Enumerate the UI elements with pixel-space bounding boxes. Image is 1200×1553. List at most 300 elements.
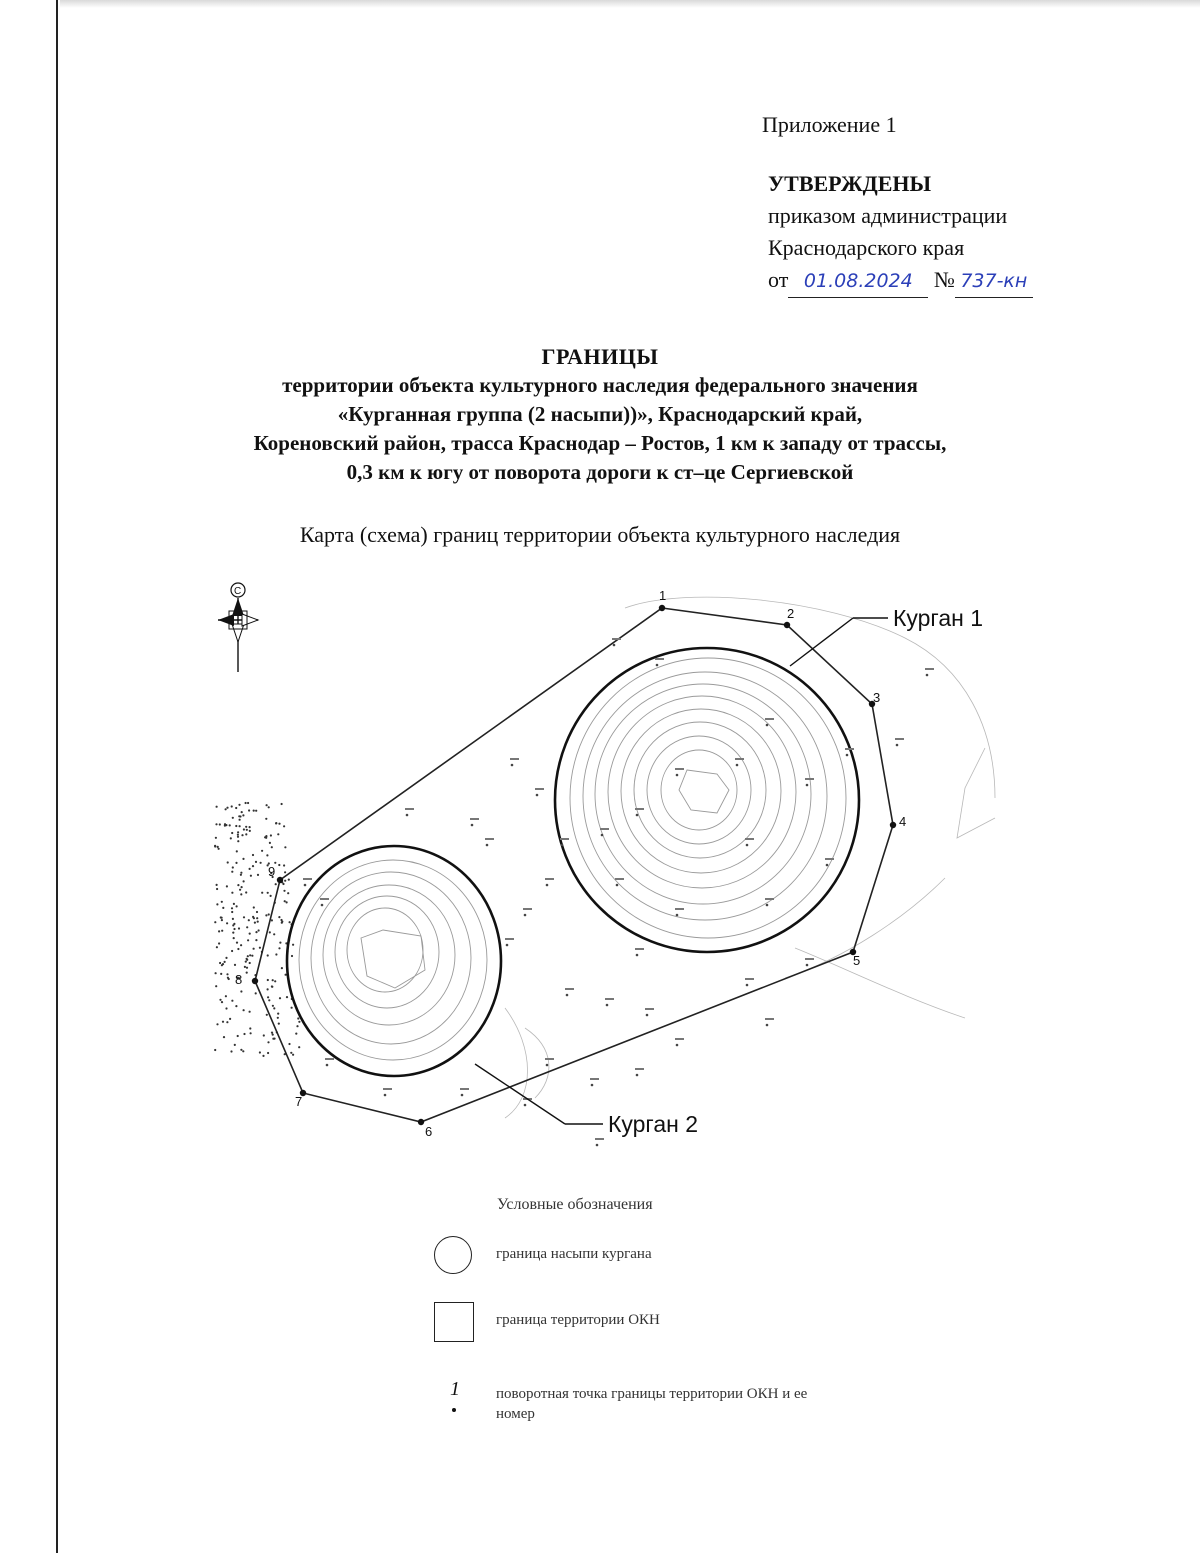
survey-mark-dot bbox=[591, 1084, 594, 1087]
terrain-dot bbox=[221, 1001, 223, 1003]
terrain-dot bbox=[249, 1011, 251, 1013]
terrain-dot bbox=[277, 833, 279, 835]
terrain-dot bbox=[292, 944, 294, 946]
kurgan-1-contours bbox=[570, 658, 846, 938]
terrain-dot bbox=[235, 825, 237, 827]
survey-mark-dot bbox=[766, 724, 769, 727]
terrain-dot bbox=[222, 907, 224, 909]
terrain-dot bbox=[218, 942, 220, 944]
survey-mark bbox=[765, 718, 774, 720]
terrain-dot bbox=[275, 883, 277, 885]
terrain-dot bbox=[288, 879, 290, 881]
terrain-dot bbox=[257, 921, 259, 923]
survey-mark-dot bbox=[461, 1094, 464, 1097]
survey-mark bbox=[485, 838, 494, 840]
terrain-dot bbox=[221, 930, 223, 932]
terrain-dot bbox=[241, 834, 243, 836]
survey-mark bbox=[805, 958, 814, 960]
terrain-dot bbox=[247, 939, 249, 941]
terrain-dot bbox=[268, 806, 270, 808]
terrain-dot bbox=[253, 810, 255, 812]
terrain-dot bbox=[252, 854, 254, 856]
survey-mark bbox=[675, 1038, 684, 1040]
terrain-dot bbox=[219, 962, 221, 964]
terrain-dot bbox=[255, 810, 257, 812]
terrain-dot bbox=[237, 1035, 239, 1037]
survey-mark bbox=[505, 938, 514, 940]
terrain-dot bbox=[242, 858, 244, 860]
terrain-dot bbox=[266, 1014, 268, 1016]
terrain-dot bbox=[271, 846, 273, 848]
survey-mark bbox=[405, 808, 414, 810]
terrain-dot bbox=[272, 979, 274, 981]
survey-mark bbox=[595, 1138, 604, 1140]
terrain-dot bbox=[216, 888, 218, 890]
survey-mark bbox=[675, 768, 684, 770]
survey-mark-dot bbox=[601, 834, 604, 837]
point-label-3: 3 bbox=[873, 690, 881, 705]
terrain-dot bbox=[273, 933, 275, 935]
terrain-dot bbox=[248, 809, 250, 811]
survey-mark bbox=[383, 1088, 392, 1090]
document-title bbox=[100, 342, 1100, 487]
terrain-dot bbox=[244, 966, 246, 968]
terrain-dot bbox=[281, 967, 283, 969]
north-arrow-icon bbox=[218, 583, 258, 672]
terrain-dot bbox=[267, 996, 269, 998]
terrain-dot bbox=[246, 829, 248, 831]
terrain-dot bbox=[231, 871, 233, 873]
terrain-dot bbox=[230, 1050, 232, 1052]
survey-mark-dot bbox=[676, 914, 679, 917]
terrain-dot bbox=[271, 919, 273, 921]
survey-mark-dot bbox=[806, 784, 809, 787]
terrain-dot bbox=[249, 1027, 251, 1029]
terrain-dot bbox=[231, 911, 233, 913]
terrain-dot bbox=[274, 980, 276, 982]
terrain-dot bbox=[256, 911, 258, 913]
terrain-dot bbox=[286, 996, 288, 998]
title-heading: ГРАНИЦЫ bbox=[541, 344, 659, 369]
terrain-dot bbox=[218, 848, 220, 850]
terrain-dot bbox=[259, 1051, 261, 1053]
title-line-2: «Курганная группа (2 насыпи))», Краснодарский край, bbox=[337, 402, 863, 426]
terrain-dot bbox=[252, 916, 254, 918]
terrain-dot bbox=[237, 831, 239, 833]
terrain-dot bbox=[246, 972, 248, 974]
survey-mark-dot bbox=[546, 884, 549, 887]
survey-mark-dot bbox=[646, 1014, 649, 1017]
terrain-dot bbox=[225, 957, 227, 959]
survey-mark-dot bbox=[524, 914, 527, 917]
terrain-dot bbox=[272, 1005, 274, 1007]
terrain-dot bbox=[243, 916, 245, 918]
survey-mark bbox=[645, 1008, 654, 1010]
survey-mark-dot bbox=[486, 844, 489, 847]
terrain-dot bbox=[267, 979, 269, 981]
terrain-dot bbox=[226, 922, 228, 924]
terrain-dot bbox=[288, 1043, 290, 1045]
terrain-dot bbox=[242, 814, 244, 816]
title-line-4: 0,3 км к югу от поворота дороги к ст–це Сергиевской bbox=[346, 460, 854, 484]
terrain-dot bbox=[262, 1055, 264, 1057]
survey-mark bbox=[470, 818, 479, 820]
survey-mark bbox=[635, 808, 644, 810]
terrain-dot bbox=[289, 921, 291, 923]
terrain-dot bbox=[225, 995, 227, 997]
terrain-dot bbox=[273, 1038, 275, 1040]
terrain-dot bbox=[221, 917, 223, 919]
boundary-point-dots bbox=[252, 605, 896, 1125]
survey-mark-dot bbox=[606, 1004, 609, 1007]
terrain-dot bbox=[224, 823, 226, 825]
terrain-dot bbox=[216, 1023, 218, 1025]
survey-mark bbox=[303, 878, 312, 880]
terrain-dot bbox=[237, 834, 239, 836]
terrain-dot bbox=[275, 953, 277, 955]
terrain-dot bbox=[284, 871, 286, 873]
point-label-6: 6 bbox=[425, 1124, 433, 1139]
approved-heading: УТВЕРЖДЕНЫ bbox=[768, 171, 932, 196]
terrain-dot bbox=[229, 824, 231, 826]
square-symbol-icon bbox=[434, 1302, 474, 1342]
survey-mark bbox=[845, 748, 854, 750]
kurgan-2-contours bbox=[299, 860, 487, 1060]
survey-mark bbox=[545, 1058, 554, 1060]
terrain-dot bbox=[271, 985, 273, 987]
survey-mark-dot bbox=[596, 1144, 599, 1147]
terrain-dot bbox=[275, 822, 277, 824]
terrain-dot bbox=[255, 931, 257, 933]
survey-mark bbox=[320, 898, 329, 900]
survey-mark-dot bbox=[656, 664, 659, 667]
survey-mark-dot bbox=[636, 954, 639, 957]
terrain-dot bbox=[215, 972, 217, 974]
terrain-dot bbox=[237, 840, 239, 842]
terrain-dot bbox=[278, 916, 280, 918]
terrain-dot bbox=[219, 823, 221, 825]
terrain-dot bbox=[277, 1013, 279, 1015]
number-prefix: № bbox=[933, 267, 955, 292]
survey-mark-dot bbox=[826, 864, 829, 867]
survey-mark-dot bbox=[676, 774, 679, 777]
terrain-dot bbox=[255, 861, 257, 863]
survey-mark bbox=[825, 858, 834, 860]
terrain-dot bbox=[283, 825, 285, 827]
terrain-dot bbox=[247, 802, 249, 804]
okn-territory-boundary bbox=[255, 608, 893, 1122]
terrain-dot bbox=[245, 961, 247, 963]
survey-mark bbox=[655, 658, 664, 660]
terrain-dot bbox=[279, 997, 281, 999]
terrain-dot bbox=[291, 1007, 293, 1009]
terrain-dot bbox=[250, 1032, 252, 1034]
survey-mark-dot bbox=[926, 674, 929, 677]
terrain-dot bbox=[261, 850, 263, 852]
kurgan-1-leader bbox=[790, 618, 853, 666]
terrain-dot bbox=[243, 828, 245, 830]
terrain-dot bbox=[219, 999, 221, 1001]
terrain-dot bbox=[239, 819, 241, 821]
terrain-dot bbox=[226, 1021, 228, 1023]
terrain-dot bbox=[214, 921, 216, 923]
survey-mark bbox=[565, 988, 574, 990]
terrain-dot bbox=[267, 954, 269, 956]
terrain-dot bbox=[228, 978, 230, 980]
survey-mark bbox=[523, 908, 532, 910]
terrain-dot bbox=[266, 804, 268, 806]
terrain-dot bbox=[215, 823, 217, 825]
survey-mark bbox=[325, 1058, 334, 1060]
legend-mound-label: граница насыпи кургана bbox=[496, 1246, 652, 1262]
approval-line-2: Краснодарского края bbox=[768, 235, 965, 260]
terrain-dot bbox=[235, 862, 237, 864]
survey-mark bbox=[765, 1018, 774, 1020]
terrain-dot bbox=[281, 922, 283, 924]
terrain-dot bbox=[238, 927, 240, 929]
survey-mark-dot bbox=[636, 814, 639, 817]
terrain-dot bbox=[267, 988, 269, 990]
compass-letter: С bbox=[234, 586, 242, 597]
terrain-dot bbox=[226, 807, 228, 809]
terrain-dot bbox=[231, 907, 233, 909]
terrain-dot bbox=[267, 892, 269, 894]
terrain-dot bbox=[250, 875, 252, 877]
point-label-7: 7 bbox=[295, 1094, 303, 1109]
point-dot-icon bbox=[452, 1408, 456, 1412]
terrain-dot bbox=[215, 985, 217, 987]
terrain-dot bbox=[268, 913, 270, 915]
terrain-dot bbox=[240, 944, 242, 946]
terrain-dot bbox=[283, 890, 285, 892]
survey-mark-dot bbox=[326, 1064, 329, 1067]
terrain-dot bbox=[235, 807, 237, 809]
title-line-3: Кореновский район, трасса Краснодар – Ростов, 1 км к западу от трассы, bbox=[253, 431, 947, 455]
terrain-dot bbox=[246, 967, 248, 969]
terrain-dot bbox=[240, 874, 242, 876]
terrain-dot bbox=[253, 906, 255, 908]
terrain-dot bbox=[286, 901, 288, 903]
terrain-dot bbox=[222, 1021, 224, 1023]
terrain-dot bbox=[271, 1032, 273, 1034]
terrain-dot bbox=[273, 1007, 275, 1009]
survey-mark-dot bbox=[546, 1064, 549, 1067]
survey-mark-dot bbox=[736, 764, 739, 767]
terrain-dot bbox=[298, 1046, 300, 1048]
survey-mark-dot bbox=[524, 1104, 527, 1107]
survey-mark bbox=[895, 738, 904, 740]
terrain-dot bbox=[287, 892, 289, 894]
approval-date-line bbox=[768, 264, 1033, 298]
terrain-dot bbox=[231, 950, 233, 952]
terrain-dot bbox=[243, 1033, 245, 1035]
survey-mark bbox=[805, 778, 814, 780]
terrain-dot bbox=[252, 865, 254, 867]
site-boundary-map bbox=[205, 578, 1025, 1178]
page-left-edge bbox=[56, 0, 58, 1553]
terrain-dot bbox=[239, 889, 241, 891]
terrain-dot bbox=[270, 895, 272, 897]
terrain-dot bbox=[246, 926, 248, 928]
terrain-dot bbox=[259, 947, 261, 949]
terrain-dot bbox=[225, 1007, 227, 1009]
terrain-dot bbox=[217, 846, 219, 848]
terrain-dot bbox=[215, 837, 217, 839]
terrain-dot bbox=[247, 955, 249, 957]
terrain-dot bbox=[278, 1023, 280, 1025]
survey-mark-dot bbox=[806, 964, 809, 967]
terrain-dot bbox=[234, 964, 236, 966]
scan-shadow bbox=[60, 0, 1200, 8]
terrain-dot bbox=[291, 955, 293, 957]
terrain-dot bbox=[249, 954, 251, 956]
kurgan-2-mound-boundary bbox=[287, 846, 501, 1076]
terrain-lines bbox=[505, 597, 995, 1118]
terrain-dot bbox=[222, 963, 224, 965]
terrain-dot bbox=[251, 955, 253, 957]
circle-symbol-icon bbox=[434, 1236, 472, 1274]
survey-mark-dot bbox=[746, 984, 749, 987]
terrain-dot bbox=[230, 837, 232, 839]
terrain-dot bbox=[248, 919, 250, 921]
terrain-dot bbox=[249, 830, 251, 832]
terrain-dot bbox=[270, 834, 272, 836]
terrain-dot bbox=[240, 1049, 242, 1051]
appendix-label: Приложение 1 bbox=[762, 112, 897, 137]
terrain-dot bbox=[246, 958, 248, 960]
terrain-dot bbox=[263, 1034, 265, 1036]
terrain-dot bbox=[278, 947, 280, 949]
terrain-dot bbox=[278, 864, 280, 866]
terrain-dot bbox=[245, 891, 247, 893]
terrain-dot bbox=[292, 1054, 294, 1056]
survey-mark bbox=[612, 638, 621, 640]
terrain-dot bbox=[237, 836, 239, 838]
terrain-dot bbox=[258, 929, 260, 931]
point-label-2: 2 bbox=[787, 606, 795, 621]
approval-line-1: приказом администрации bbox=[768, 203, 1008, 228]
terrain-dot bbox=[245, 833, 247, 835]
terrain-dot bbox=[295, 1033, 297, 1035]
terrain-dot bbox=[226, 973, 228, 975]
terrain-dot bbox=[235, 1005, 237, 1007]
survey-mark-dot bbox=[561, 844, 564, 847]
kurgan-1-label: Курган 1 bbox=[893, 605, 983, 631]
terrain-dot bbox=[253, 948, 255, 950]
terrain-dot bbox=[232, 918, 234, 920]
terrain-dot bbox=[231, 832, 233, 834]
terrain-dot bbox=[243, 1009, 245, 1011]
survey-mark bbox=[510, 758, 519, 760]
point-label-5: 5 bbox=[853, 953, 861, 968]
survey-mark bbox=[560, 838, 569, 840]
survey-mark bbox=[600, 828, 609, 830]
terrain-dot bbox=[265, 818, 267, 820]
terrain-dot bbox=[249, 933, 251, 935]
point-number-symbol: 1 bbox=[450, 1378, 460, 1400]
terrain-dot bbox=[268, 999, 270, 1001]
terrain-dot bbox=[233, 928, 235, 930]
terrain-dot bbox=[238, 804, 240, 806]
terrain-dot bbox=[282, 883, 284, 885]
point-label-9: 9 bbox=[268, 864, 276, 879]
survey-mark bbox=[460, 1088, 469, 1090]
terrain-dot bbox=[272, 1034, 274, 1036]
point-label-8: 8 bbox=[235, 972, 243, 987]
terrain-dot bbox=[279, 942, 281, 944]
terrain-dot bbox=[249, 826, 251, 828]
legend-title: Условные обозначения bbox=[497, 1196, 653, 1213]
terrain-dot bbox=[231, 805, 233, 807]
terrain-dot bbox=[249, 962, 251, 964]
survey-mark bbox=[590, 1078, 599, 1080]
terrain-dot bbox=[290, 1052, 292, 1054]
terrain-dot bbox=[240, 872, 242, 874]
legend-point-label: поворотная точка границы территории ОКН и ее номер bbox=[496, 1386, 808, 1422]
terrain-dot bbox=[216, 903, 218, 905]
survey-mark-dot bbox=[536, 794, 539, 797]
terrain-dot bbox=[234, 1044, 236, 1046]
terrain-dot bbox=[229, 1018, 231, 1020]
survey-mark bbox=[615, 878, 624, 880]
terrain-dot bbox=[237, 884, 239, 886]
terrain-dot bbox=[220, 973, 222, 975]
terrain-dot bbox=[216, 946, 218, 948]
terrain-dot bbox=[264, 836, 266, 838]
survey-mark-dot bbox=[304, 884, 307, 887]
terrain-dot bbox=[227, 861, 229, 863]
terrain-dot bbox=[237, 948, 239, 950]
terrain-dot bbox=[232, 817, 234, 819]
kurgan-1-mound-boundary bbox=[555, 648, 859, 952]
terrain-dot bbox=[240, 893, 242, 895]
terrain-dot bbox=[225, 808, 227, 810]
terrain-dot bbox=[224, 961, 226, 963]
survey-mark bbox=[745, 838, 754, 840]
survey-mark bbox=[925, 668, 934, 670]
survey-mark bbox=[745, 978, 754, 980]
survey-mark bbox=[675, 908, 684, 910]
terrain-dot bbox=[269, 842, 271, 844]
terrain-dot bbox=[256, 917, 258, 919]
survey-mark-dot bbox=[511, 764, 514, 767]
survey-mark-dot bbox=[506, 944, 509, 947]
date-prefix: от bbox=[768, 267, 789, 292]
terrain-dot bbox=[298, 1021, 300, 1023]
survey-mark-dot bbox=[896, 744, 899, 747]
terrain-dot bbox=[239, 825, 241, 827]
handwritten-date: 01.08.2024 bbox=[788, 265, 928, 298]
survey-marks bbox=[303, 638, 934, 1146]
terrain-dot bbox=[231, 892, 233, 894]
terrain-dots bbox=[214, 802, 301, 1057]
terrain-dot bbox=[216, 806, 218, 808]
survey-mark-dot bbox=[676, 1044, 679, 1047]
terrain-dot bbox=[218, 930, 220, 932]
terrain-dot bbox=[226, 885, 228, 887]
survey-mark-dot bbox=[384, 1094, 387, 1097]
terrain-dot bbox=[233, 903, 235, 905]
terrain-dot bbox=[257, 874, 259, 876]
survey-mark bbox=[635, 948, 644, 950]
terrain-dot bbox=[221, 919, 223, 921]
terrain-dot bbox=[267, 1041, 269, 1043]
terrain-dot bbox=[269, 931, 271, 933]
survey-mark-dot bbox=[766, 1024, 769, 1027]
survey-mark-dot bbox=[613, 644, 616, 647]
survey-mark-dot bbox=[406, 814, 409, 817]
survey-mark bbox=[535, 788, 544, 790]
